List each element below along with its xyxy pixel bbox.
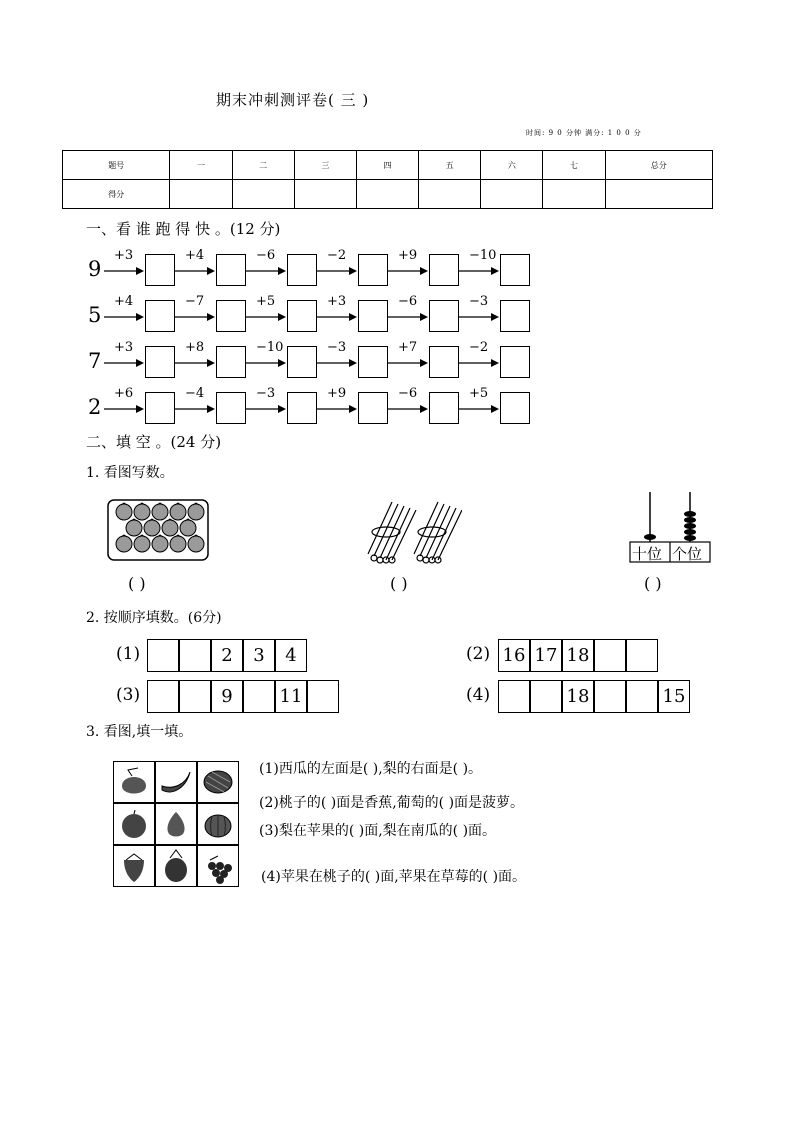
score-cell[interactable] bbox=[605, 180, 712, 209]
fruit-cell bbox=[197, 803, 239, 845]
abacus-bead-icon bbox=[684, 523, 696, 529]
arrow-icon bbox=[388, 404, 428, 414]
section1-heading: 一、看 谁 跑 得 快 。(12 分) bbox=[86, 220, 281, 238]
fruit-cell bbox=[155, 761, 197, 803]
sequence-cell: 11 bbox=[275, 680, 307, 713]
fruit-cell bbox=[197, 761, 239, 803]
sequence-cell: 17 bbox=[530, 639, 562, 672]
abacus-bead-icon bbox=[684, 529, 696, 535]
sequence-blank-cell[interactable] bbox=[498, 680, 530, 713]
answer-box[interactable] bbox=[287, 254, 317, 286]
arrow-icon bbox=[175, 358, 215, 368]
stick-bundles-icon bbox=[362, 498, 462, 564]
answer-box[interactable] bbox=[216, 346, 246, 378]
tomato-icon bbox=[180, 520, 196, 536]
answer-box[interactable] bbox=[500, 300, 530, 332]
banana-icon bbox=[156, 762, 196, 802]
operation-label: +5 bbox=[256, 294, 276, 309]
answer-box[interactable] bbox=[145, 254, 175, 286]
fruit-cell bbox=[197, 845, 239, 887]
arrow-icon bbox=[459, 266, 499, 276]
operation-label: +3 bbox=[114, 340, 134, 355]
exam-meta: 时间: 9 0 分钟 满分: 1 0 0 分 bbox=[526, 129, 642, 137]
chain-start-number: 9 bbox=[88, 257, 102, 281]
sequence-cell: 2 bbox=[211, 639, 243, 672]
chain-start-number: 5 bbox=[88, 303, 102, 327]
arrow-icon bbox=[246, 404, 286, 414]
answer-box[interactable] bbox=[145, 300, 175, 332]
tomato-icon bbox=[152, 504, 168, 520]
q3-label: 3. 看图,填一填。 bbox=[86, 724, 193, 740]
chain-start-number: 2 bbox=[88, 395, 102, 419]
arrow-icon bbox=[104, 404, 144, 414]
answer-box[interactable] bbox=[358, 300, 388, 332]
tomato-icon bbox=[134, 536, 150, 552]
operation-label: +4 bbox=[114, 294, 134, 309]
operation-label: −4 bbox=[185, 386, 205, 401]
operation-label: −3 bbox=[256, 386, 276, 401]
abacus-bead-icon bbox=[684, 517, 696, 523]
arrow-icon bbox=[317, 312, 357, 322]
chain-start-number: 7 bbox=[88, 349, 102, 373]
abacus-bead-icon bbox=[684, 535, 696, 541]
q3-line-2: (2)桃子的( )面是香蕉,葡萄的( )面是菠萝。 bbox=[259, 795, 525, 811]
score-cell[interactable] bbox=[356, 180, 418, 209]
sequence-tag: (1) bbox=[116, 644, 141, 664]
answer-box[interactable] bbox=[216, 254, 246, 286]
tomato-icon bbox=[170, 504, 186, 520]
score-cell[interactable] bbox=[543, 180, 605, 209]
arrow-icon bbox=[317, 358, 357, 368]
score-cell[interactable] bbox=[481, 180, 543, 209]
arrow-icon bbox=[246, 266, 286, 276]
place-ten-label: 十位 bbox=[632, 545, 663, 563]
sequence-cell: 16 bbox=[498, 639, 530, 672]
sequence-blank-cell[interactable] bbox=[147, 639, 179, 672]
q2-label: 2. 按顺序填数。(6分) bbox=[86, 610, 222, 626]
tomato-icon bbox=[134, 504, 150, 520]
operation-label: −2 bbox=[469, 340, 489, 355]
answer-paren-3[interactable]: ( ) bbox=[644, 574, 662, 593]
operation-label: +7 bbox=[398, 340, 418, 355]
fruit-cell bbox=[113, 845, 155, 887]
arrow-icon bbox=[388, 358, 428, 368]
tomato-icon bbox=[116, 504, 132, 520]
header-cell: 总分 bbox=[605, 151, 712, 180]
score-cell[interactable] bbox=[294, 180, 356, 209]
operation-label: −10 bbox=[256, 340, 284, 355]
fruit-cell bbox=[113, 803, 155, 845]
sequence-cell: 18 bbox=[562, 639, 594, 672]
sequence-blank-cell[interactable] bbox=[594, 639, 626, 672]
arrow-icon bbox=[317, 404, 357, 414]
sequence-blank-cell[interactable] bbox=[147, 680, 179, 713]
sequence-blank-cell[interactable] bbox=[179, 680, 211, 713]
arrow-icon bbox=[459, 358, 499, 368]
arrow-icon bbox=[388, 312, 428, 322]
arrow-icon bbox=[388, 266, 428, 276]
operation-label: +9 bbox=[327, 386, 347, 401]
answer-box[interactable] bbox=[429, 392, 459, 424]
fruit-cell bbox=[155, 803, 197, 845]
operation-label: +8 bbox=[185, 340, 205, 355]
answer-box[interactable] bbox=[429, 300, 459, 332]
operation-label: −6 bbox=[398, 294, 418, 309]
sequence-blank-cell[interactable] bbox=[243, 680, 275, 713]
answer-box[interactable] bbox=[429, 346, 459, 378]
answer-box[interactable] bbox=[287, 300, 317, 332]
arrow-icon bbox=[175, 312, 215, 322]
tomato-icon bbox=[170, 536, 186, 552]
operation-label: −3 bbox=[327, 340, 347, 355]
score-cell[interactable] bbox=[232, 180, 294, 209]
answer-box[interactable] bbox=[500, 346, 530, 378]
peach-icon bbox=[114, 762, 154, 802]
operation-label: −2 bbox=[327, 248, 347, 263]
grapes-icon bbox=[198, 846, 238, 886]
score-cell[interactable] bbox=[170, 180, 232, 209]
sequence-cell: 9 bbox=[211, 680, 243, 713]
score-row-label: 得分 bbox=[63, 180, 170, 209]
arrow-icon bbox=[104, 358, 144, 368]
sequence-blank-cell[interactable] bbox=[307, 680, 339, 713]
header-cell: 六 bbox=[481, 151, 543, 180]
operation-label: −3 bbox=[469, 294, 489, 309]
arrow-icon bbox=[317, 266, 357, 276]
operation-label: −7 bbox=[185, 294, 205, 309]
page-title: 期末冲刺测评卷( 三 ) bbox=[216, 91, 370, 109]
arrow-icon bbox=[246, 358, 286, 368]
operation-label: −6 bbox=[256, 248, 276, 263]
watermelon-icon bbox=[198, 762, 238, 802]
answer-box[interactable] bbox=[500, 254, 530, 286]
q1-label: 1. 看图写数。 bbox=[86, 465, 174, 481]
sequence-tag: (4) bbox=[466, 685, 491, 705]
answer-box[interactable] bbox=[145, 392, 175, 424]
answer-paren-1[interactable]: ( ) bbox=[128, 574, 146, 593]
sequence-cell: 4 bbox=[275, 639, 307, 672]
tomato-icon bbox=[188, 536, 204, 552]
score-cell[interactable] bbox=[419, 180, 481, 209]
sequence-blank-cell[interactable] bbox=[530, 680, 562, 713]
place-one-label: 个位 bbox=[672, 545, 703, 563]
answer-box[interactable] bbox=[287, 392, 317, 424]
sequence-blank-cell[interactable] bbox=[626, 680, 658, 713]
answer-box[interactable] bbox=[500, 392, 530, 424]
answer-paren-2[interactable]: ( ) bbox=[390, 574, 408, 593]
operation-label: +4 bbox=[185, 248, 205, 263]
header-cell: 一 bbox=[170, 151, 232, 180]
pineapple-icon bbox=[156, 846, 196, 886]
score-table bbox=[62, 150, 713, 209]
answer-box[interactable] bbox=[358, 346, 388, 378]
sequence-tag: (3) bbox=[116, 685, 141, 705]
answer-box[interactable] bbox=[216, 392, 246, 424]
arrow-icon bbox=[175, 266, 215, 276]
tomato-icon bbox=[188, 504, 204, 520]
fruit-cell bbox=[155, 845, 197, 887]
abacus-bead-icon bbox=[684, 511, 696, 517]
sequence-blank-cell[interactable] bbox=[626, 639, 658, 672]
tomato-icon bbox=[162, 520, 178, 536]
tomato-icon bbox=[116, 536, 132, 552]
arrow-icon bbox=[459, 404, 499, 414]
header-cell: 二 bbox=[232, 151, 294, 180]
tomato-icon bbox=[126, 520, 142, 536]
arrow-icon bbox=[246, 312, 286, 322]
pear-icon bbox=[156, 804, 196, 844]
sequence-cell: 15 bbox=[658, 680, 690, 713]
arrow-icon bbox=[175, 404, 215, 414]
q3-line-4: (4)苹果在桃子的( )面,苹果在草莓的( )面。 bbox=[261, 869, 527, 885]
arrow-icon bbox=[104, 312, 144, 322]
sequence-cell: 18 bbox=[562, 680, 594, 713]
sequence-blank-cell[interactable] bbox=[594, 680, 626, 713]
q3-line-3: (3)梨在苹果的( )面,梨在南瓜的( )面。 bbox=[259, 823, 497, 839]
operation-label: +3 bbox=[114, 248, 134, 263]
header-cell: 五 bbox=[419, 151, 481, 180]
header-cell: 四 bbox=[356, 151, 418, 180]
operation-label: +5 bbox=[469, 386, 489, 401]
pumpkin-icon bbox=[198, 804, 238, 844]
strawberry-icon bbox=[114, 846, 154, 886]
apple-icon bbox=[114, 804, 154, 844]
tomato-icon bbox=[144, 520, 160, 536]
arrow-icon bbox=[104, 266, 144, 276]
header-cell: 三 bbox=[294, 151, 356, 180]
operation-label: −6 bbox=[398, 386, 418, 401]
operation-label: −10 bbox=[469, 248, 497, 263]
section2-heading: 二、填 空 。(24 分) bbox=[86, 433, 222, 451]
answer-box[interactable] bbox=[145, 346, 175, 378]
operation-label: +3 bbox=[327, 294, 347, 309]
answer-box[interactable] bbox=[216, 300, 246, 332]
sequence-cell: 3 bbox=[243, 639, 275, 672]
operation-label: +6 bbox=[114, 386, 134, 401]
arrow-icon bbox=[459, 312, 499, 322]
header-cell: 七 bbox=[543, 151, 605, 180]
answer-box[interactable] bbox=[429, 254, 459, 286]
q3-line-1: (1)西瓜的左面是( ),梨的右面是( )。 bbox=[259, 761, 483, 777]
tomato-icon bbox=[152, 536, 168, 552]
tomato-tray-icon bbox=[106, 498, 210, 562]
answer-box[interactable] bbox=[358, 254, 388, 286]
sequence-tag: (2) bbox=[466, 644, 491, 664]
answer-box[interactable] bbox=[287, 346, 317, 378]
fruit-cell bbox=[113, 761, 155, 803]
sequence-blank-cell[interactable] bbox=[179, 639, 211, 672]
operation-label: +9 bbox=[398, 248, 418, 263]
header-cell-label: 题号 bbox=[63, 151, 170, 180]
answer-box[interactable] bbox=[358, 392, 388, 424]
